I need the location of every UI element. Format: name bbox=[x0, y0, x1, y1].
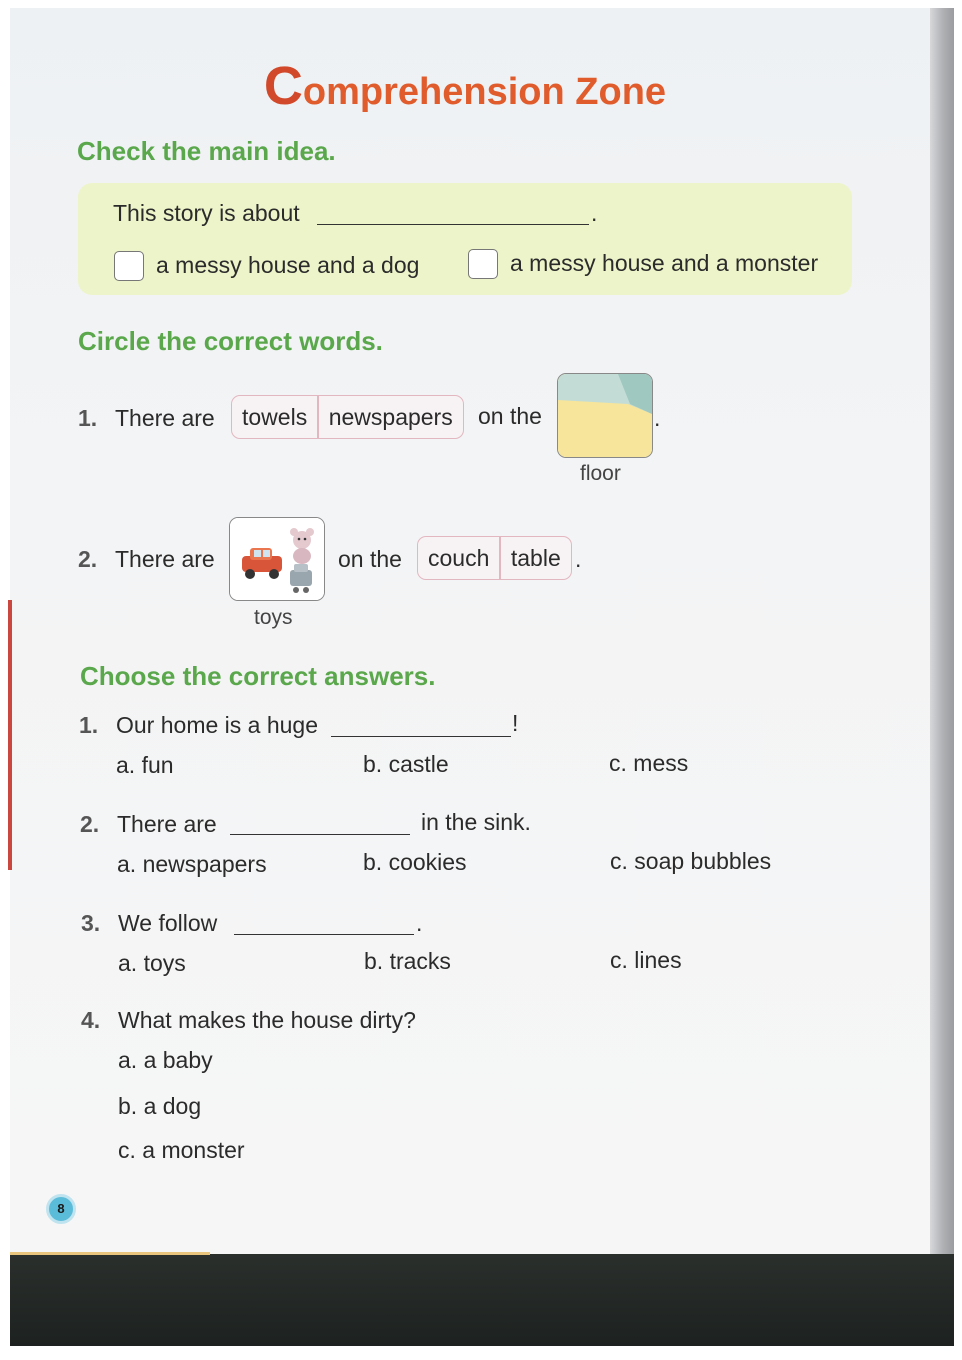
circle-q1-text: There are bbox=[115, 405, 215, 431]
choose-q3-blank[interactable] bbox=[234, 934, 414, 935]
floor-picture bbox=[557, 373, 653, 458]
floor-illustration bbox=[558, 374, 652, 457]
section-heading-circle-words: Circle the correct words. bbox=[78, 326, 383, 356]
footer-line bbox=[10, 1252, 210, 1255]
circle-q1-number: 1. bbox=[78, 405, 98, 431]
choose-q1-answer-c[interactable]: c. mess bbox=[609, 750, 689, 776]
choose-q3-number: 3. bbox=[81, 910, 101, 936]
choose-q1-number: 1. bbox=[79, 712, 99, 738]
choose-q2-blank[interactable] bbox=[230, 834, 410, 835]
choose-q1-answer-a[interactable]: a. fun bbox=[116, 752, 174, 778]
circle-q1-choices bbox=[231, 395, 464, 439]
page-edge-accent bbox=[8, 600, 12, 870]
choose-q2-answer-a[interactable]: a. newspapers bbox=[117, 851, 267, 877]
toys-caption: toys bbox=[254, 606, 293, 629]
title-initial: C bbox=[263, 56, 303, 116]
floor-caption: floor bbox=[580, 462, 621, 485]
book-spine bbox=[930, 8, 954, 1254]
choice-towels[interactable]: towels bbox=[242, 404, 308, 430]
section-heading-choose-answers: Choose the correct answers. bbox=[80, 661, 436, 691]
circle-q1-mid: on the bbox=[478, 403, 542, 429]
toys-illustration bbox=[230, 518, 324, 600]
option-checkbox-dog[interactable] bbox=[114, 251, 144, 281]
main-idea-prompt: This story is about bbox=[113, 200, 300, 226]
choose-q4-answer-c[interactable]: c. a monster bbox=[118, 1137, 245, 1163]
choose-q3-answer-c[interactable]: c. lines bbox=[610, 947, 682, 973]
circle-q2-number: 2. bbox=[78, 546, 98, 572]
toys-picture bbox=[229, 517, 325, 601]
choose-q1-answer-b[interactable]: b. castle bbox=[363, 751, 449, 777]
option-checkbox-monster[interactable] bbox=[468, 249, 498, 279]
choose-q1-blank[interactable] bbox=[331, 736, 511, 737]
choose-q3-post: . bbox=[416, 910, 423, 936]
choose-q2-number: 2. bbox=[80, 811, 100, 837]
choose-q2-answer-c[interactable]: c. soap bubbles bbox=[610, 848, 772, 874]
choice-couch[interactable]: couch bbox=[428, 545, 490, 571]
choose-q1-post: ! bbox=[512, 710, 519, 736]
circle-q2-choices bbox=[417, 536, 572, 580]
option-label-monster: a messy house and a monster bbox=[510, 250, 819, 276]
choose-q4-answer-b[interactable]: b. a dog bbox=[118, 1093, 202, 1119]
scan-bottom-band bbox=[10, 1254, 954, 1346]
main-idea-period: . bbox=[591, 200, 598, 226]
main-idea-blank[interactable] bbox=[317, 224, 589, 225]
choose-q2-post: in the sink. bbox=[421, 809, 531, 835]
choose-q4-number: 4. bbox=[81, 1007, 101, 1033]
page-title bbox=[0, 55, 930, 117]
choose-q3-answer-a[interactable]: a. toys bbox=[118, 950, 186, 976]
page-number-badge: 8 bbox=[46, 1194, 76, 1224]
choose-q3-answer-b[interactable]: b. tracks bbox=[364, 948, 451, 974]
choose-q1-text: Our home is a huge bbox=[116, 712, 319, 738]
title-rest: omprehension Zone bbox=[302, 71, 667, 113]
choose-q4-text: What makes the house dirty? bbox=[118, 1007, 416, 1033]
circle-q2-text: There are bbox=[115, 546, 215, 572]
choice-newspapers[interactable]: newspapers bbox=[328, 404, 453, 430]
choose-q4-answer-a[interactable]: a. a baby bbox=[118, 1047, 213, 1073]
option-label-dog: a messy house and a dog bbox=[156, 252, 420, 278]
choose-q3-text: We follow bbox=[118, 910, 218, 936]
choose-q2-answer-b[interactable]: b. cookies bbox=[363, 849, 467, 875]
section-heading-main-idea: Check the main idea. bbox=[77, 136, 336, 166]
choose-q2-text: There are bbox=[117, 811, 217, 837]
circle-q2-end: . bbox=[575, 546, 582, 572]
choice-table[interactable]: table bbox=[510, 545, 561, 571]
circle-q1-end: . bbox=[654, 405, 661, 431]
circle-q2-mid: on the bbox=[338, 546, 402, 572]
